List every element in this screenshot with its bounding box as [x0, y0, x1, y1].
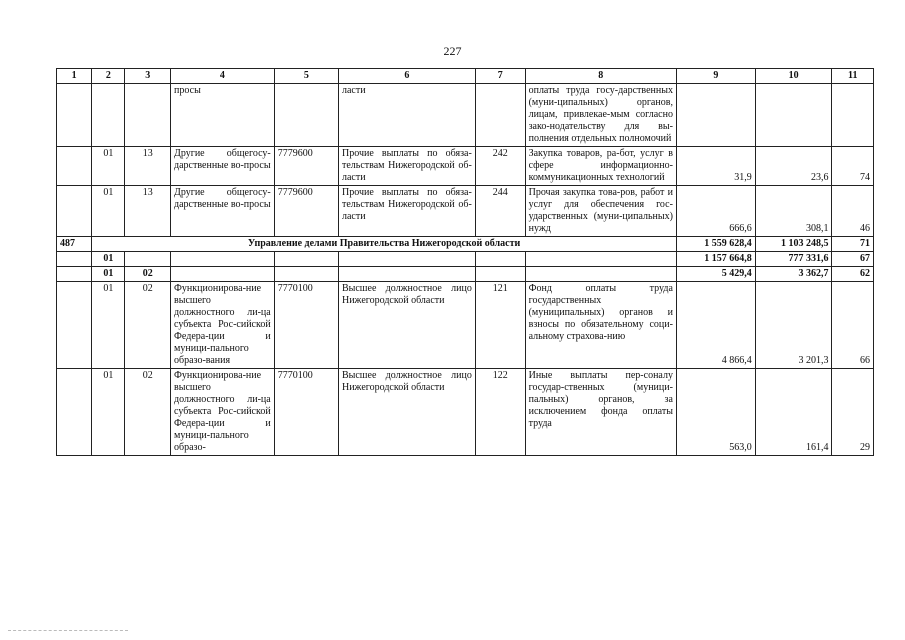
cell-subsection-code: 02	[125, 282, 171, 369]
cell-target-code: 7779600	[274, 186, 338, 237]
cell-expense-code: 121	[475, 282, 525, 369]
cell-target-code: 7770100	[274, 369, 338, 456]
cell-subsection-code	[125, 84, 171, 147]
cell-section-code	[92, 84, 125, 147]
column-header: 7	[475, 69, 525, 84]
cell-expense-code	[475, 252, 525, 267]
column-header: 11	[832, 69, 874, 84]
cell-actual: 23,6	[755, 147, 832, 186]
cell-percent: 66	[832, 282, 874, 369]
table-row	[57, 147, 874, 186]
cell-actual: 161,4	[755, 369, 832, 456]
page-number: 227	[443, 44, 462, 58]
column-header: 8	[525, 69, 676, 84]
column-header: 4	[171, 69, 275, 84]
cell-percent: 67	[832, 252, 874, 267]
cell-percent: 74	[832, 147, 874, 186]
cell-org-title: Управление делами Правительства Нижегородской области	[92, 237, 677, 252]
cell-plan: 4 866,4	[676, 282, 755, 369]
cell-org-code: 487	[57, 237, 92, 252]
cell-target-code: 7770100	[274, 282, 338, 369]
cell-expense-name: Прочая закупка това-ров, работ и услуг для обеспечения гос-ударственных (муни-ципальных) нужд	[525, 186, 676, 237]
cell-subsection-name	[171, 252, 275, 267]
cell-subsection-code: 13	[125, 147, 171, 186]
table-row	[57, 282, 874, 369]
cell-subsection-code: 13	[125, 186, 171, 237]
cell-actual	[755, 84, 832, 147]
cell-plan: 666,6	[676, 186, 755, 237]
cell-plan: 1 157 664,8	[676, 252, 755, 267]
cell-expense-code: 242	[475, 147, 525, 186]
cell-target-name	[338, 252, 475, 267]
cell-target-name: Прочие выплаты по обяза-тельствам Нижегородской об-ласти	[338, 147, 475, 186]
cell-actual: 1 103 248,5	[755, 237, 832, 252]
cell-percent: 62	[832, 267, 874, 282]
cell-plan: 1 559 628,4	[676, 237, 755, 252]
cell-percent: 71	[832, 237, 874, 252]
cell-plan: 5 429,4	[676, 267, 755, 282]
cell-target-name: Высшее должностное лицо Нижегородской области	[338, 282, 475, 369]
cell-expense-name: оплаты труда госу-дарственных (муни-ципальных) органов, лицам, привлекае-мым согласно зако-нодательству для вы-полнения отдельных полномочий	[525, 84, 676, 147]
column-header: 1	[57, 69, 92, 84]
budget-table	[56, 68, 874, 456]
cell-subsection-name: просы	[171, 84, 275, 147]
cell-subsection-code: 02	[125, 369, 171, 456]
cell-section	[57, 84, 92, 147]
cell-section	[57, 282, 92, 369]
cell-target-code: 7779600	[274, 147, 338, 186]
cell-subsection-name: Функционирова-ние высшего должностного ли-ца субъекта Рос-сийской Федера-ции и муници-пального образо-вания	[171, 282, 275, 369]
cell-target-code	[274, 252, 338, 267]
cell-subsection-name	[171, 267, 275, 282]
cell-target-name: ласти	[338, 84, 475, 147]
column-header: 3	[125, 69, 171, 84]
cell-subsection-code: 02	[125, 267, 171, 282]
table-row	[57, 186, 874, 237]
cell-target-name: Высшее должностное лицо Нижегородской области	[338, 369, 475, 456]
cell-section-code: 01	[92, 252, 125, 267]
column-header: 6	[338, 69, 475, 84]
section-row	[57, 252, 874, 267]
cell-plan	[676, 84, 755, 147]
scan-artifact	[8, 630, 128, 632]
cell-subsection-name: Другие общегосу-дарственные во-просы	[171, 147, 275, 186]
cell-section	[57, 186, 92, 237]
cell-target-code	[274, 267, 338, 282]
cell-plan: 563,0	[676, 369, 755, 456]
cell-percent	[832, 84, 874, 147]
column-header: 9	[676, 69, 755, 84]
cell-section	[57, 147, 92, 186]
column-header: 2	[92, 69, 125, 84]
cell-expense-name: Закупка товаров, ра-бот, услуг в сфере информационно-коммуникационных технологий	[525, 147, 676, 186]
cell-actual: 3 362,7	[755, 267, 832, 282]
cell-plan: 31,9	[676, 147, 755, 186]
cell-section	[57, 267, 92, 282]
subsection-row	[57, 267, 874, 282]
cell-subsection-name: Другие общегосу-дарственные во-просы	[171, 186, 275, 237]
table-row	[57, 84, 874, 147]
cell-percent: 29	[832, 369, 874, 456]
cell-expense-name: Фонд оплаты труда государственных (муниципальных) органов и взносы по обязательному соци-альному страхова-нию	[525, 282, 676, 369]
cell-section-code: 01	[92, 267, 125, 282]
cell-expense-name: Иные выплаты пер-соналу государ-ственных (муници-пальных) органов, за исключением фонда оплаты труда	[525, 369, 676, 456]
cell-section-code: 01	[92, 186, 125, 237]
cell-expense-code	[475, 267, 525, 282]
cell-target-code	[274, 84, 338, 147]
column-header: 10	[755, 69, 832, 84]
cell-actual: 308,1	[755, 186, 832, 237]
table-row	[57, 369, 874, 456]
cell-expense-name	[525, 267, 676, 282]
cell-section-code: 01	[92, 369, 125, 456]
cell-target-name: Прочие выплаты по обяза-тельствам Нижегородской об-ласти	[338, 186, 475, 237]
cell-section-code: 01	[92, 282, 125, 369]
cell-section	[57, 252, 92, 267]
cell-subsection-name: Функционирова-ние высшего должностного ли-ца субъекта Рос-сийской Федера-ции и муници-пального образо-	[171, 369, 275, 456]
cell-expense-code: 122	[475, 369, 525, 456]
cell-actual: 777 331,6	[755, 252, 832, 267]
org-row	[57, 237, 874, 252]
cell-expense-name	[525, 252, 676, 267]
cell-target-name	[338, 267, 475, 282]
cell-section-code: 01	[92, 147, 125, 186]
column-header: 5	[274, 69, 338, 84]
header-row	[57, 69, 874, 84]
cell-section	[57, 369, 92, 456]
cell-percent: 46	[832, 186, 874, 237]
cell-expense-code: 244	[475, 186, 525, 237]
cell-subsection-code	[125, 252, 171, 267]
cell-expense-code	[475, 84, 525, 147]
cell-actual: 3 201,3	[755, 282, 832, 369]
